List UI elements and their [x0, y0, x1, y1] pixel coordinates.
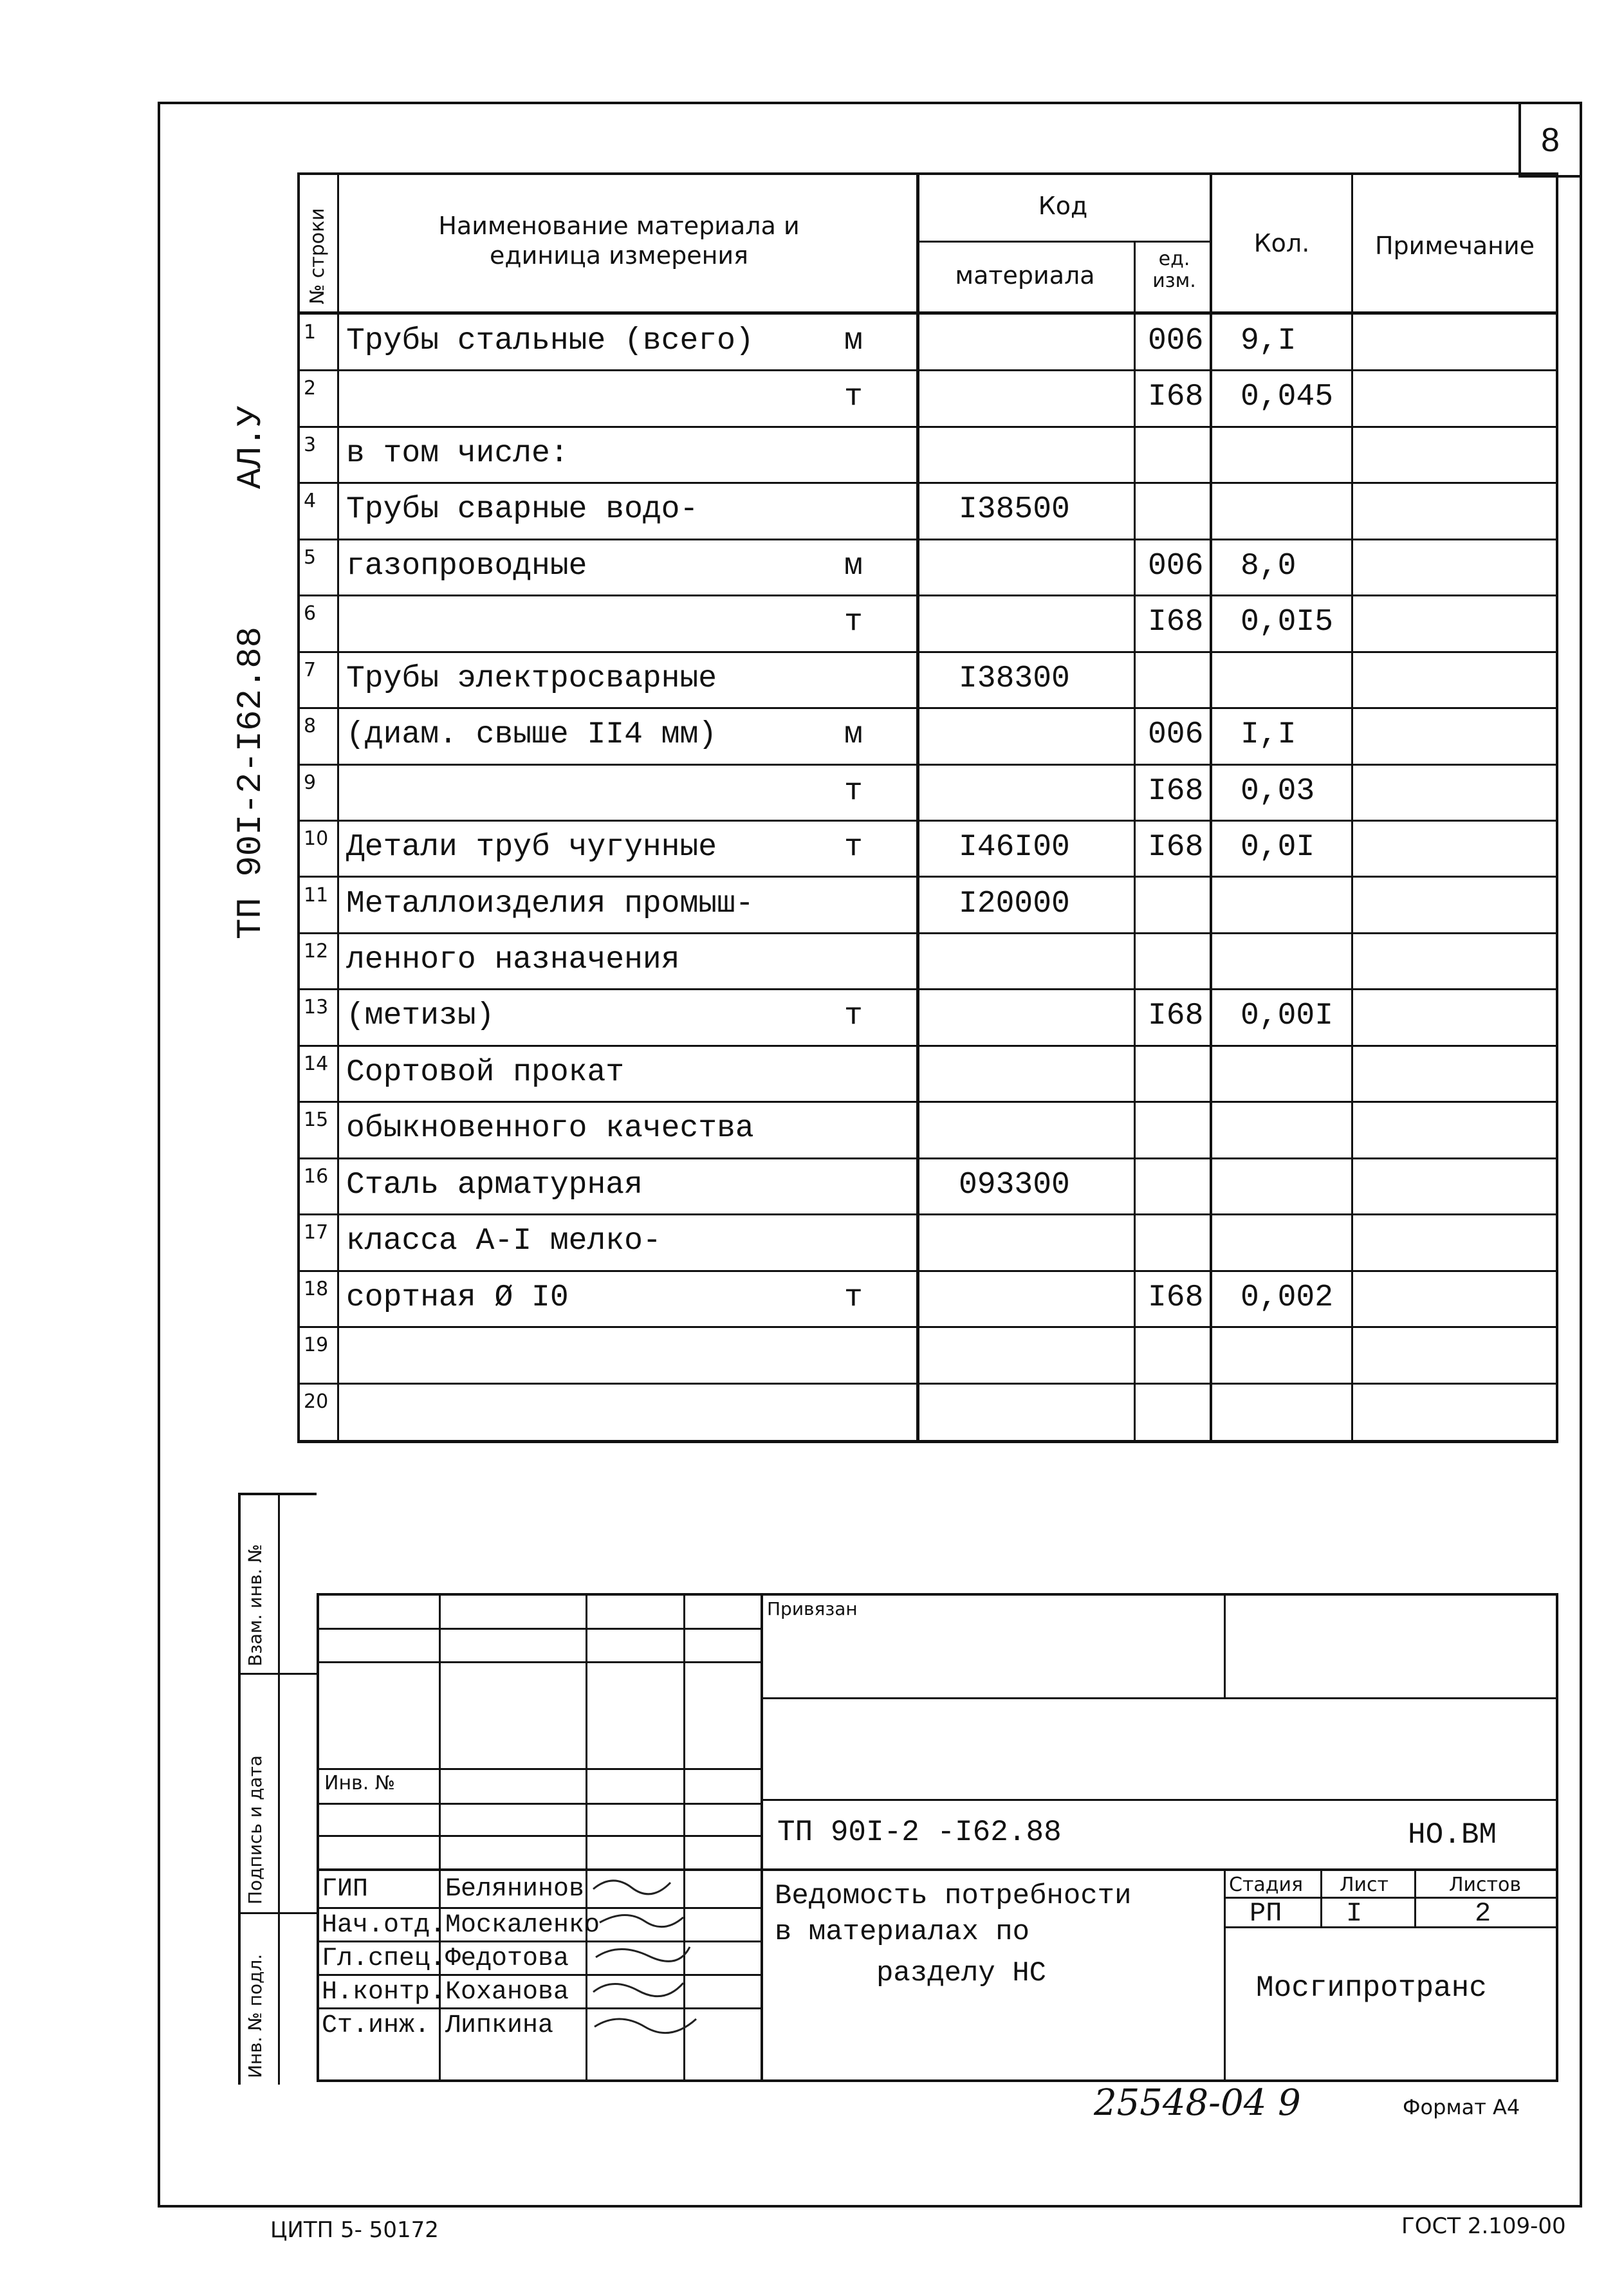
name-2: Федотова [445, 1944, 569, 1973]
unit-code: 006 [1148, 548, 1204, 584]
sheet-value: I [1346, 1898, 1363, 1929]
row-number: 16 [304, 1165, 329, 1188]
doc-title-1: Ведомость потребности [775, 1880, 1132, 1912]
doc-mark: НО.ВМ [1408, 1818, 1497, 1852]
row-number: 4 [304, 490, 317, 513]
row-number: 11 [304, 883, 329, 907]
gost-mark: ГОСТ 2.109-00 [1401, 2213, 1566, 2239]
doc-title-3: разделу НС [876, 1957, 1047, 1989]
table-row [297, 427, 1558, 483]
name-unit: т [844, 773, 863, 809]
table-row [297, 540, 1558, 596]
material-code: 093300 [959, 1167, 1070, 1203]
material-name: в том числе: [346, 436, 569, 471]
material-code: I38500 [959, 492, 1070, 528]
name-unit: м [844, 324, 863, 358]
row-number: 7 [304, 658, 317, 681]
side-album: АЛ.У [232, 405, 271, 489]
row-number: 18 [304, 1277, 329, 1300]
quantity: I,I [1241, 717, 1296, 753]
row-number: 20 [304, 1390, 329, 1413]
quantity: 0,00I [1241, 999, 1334, 1034]
name-1: Москаленко [445, 1911, 600, 1940]
sheets-value: 2 [1475, 1898, 1491, 1929]
title-block [317, 1593, 1558, 2082]
stamp-podpis: Подпись и дата [245, 1755, 266, 1904]
table-row [297, 1271, 1558, 1327]
unit-code: I68 [1148, 773, 1204, 809]
stamp-inv-podl: Инв. № подл. [245, 1953, 266, 2078]
material-name: Сортовой прокат [346, 1055, 625, 1090]
role-4: Ст.инж. [322, 2011, 430, 2040]
name-0: Белянинов [445, 1875, 585, 1904]
role-1: Нач.отд. [322, 1911, 446, 1940]
material-name: Детали труб чугунные [346, 830, 717, 865]
format-label: Формат А4 [1403, 2095, 1520, 2119]
inv-no-label: Инв. № [324, 1772, 396, 1794]
unit-code: I68 [1148, 830, 1204, 865]
material-code: I38300 [959, 661, 1070, 696]
material-name: Трубы стальные (всего) [346, 324, 754, 358]
table-row [297, 1046, 1558, 1102]
material-code: I46I00 [959, 830, 1070, 865]
table-row [297, 1102, 1558, 1158]
row-number: 15 [304, 1109, 329, 1132]
material-name: Трубы сварные водо- [346, 492, 699, 528]
row-number: 12 [304, 939, 329, 963]
name-unit: м [844, 717, 863, 753]
table-row [297, 821, 1558, 877]
table-row [297, 1215, 1558, 1271]
table-row [297, 1384, 1558, 1440]
row-number: 13 [304, 996, 329, 1019]
unit-code: I68 [1148, 380, 1204, 415]
header-name: Наименование материала и единица измерения [438, 212, 800, 270]
row-number: 2 [304, 377, 317, 400]
stage-value: РП [1250, 1898, 1282, 1929]
material-name: обыкновенного качества [346, 1111, 754, 1147]
left-stamp [238, 1493, 315, 2085]
table-row [297, 315, 1558, 371]
table-row [297, 990, 1558, 1046]
table-row [297, 878, 1558, 934]
organization: Мосгипротранс [1256, 1971, 1487, 2005]
name-3: Коханова [445, 1978, 569, 2007]
header-qty: Кол. [1253, 229, 1310, 257]
row-number: 10 [304, 827, 329, 851]
table-row [297, 1159, 1558, 1215]
row-number: 6 [304, 602, 317, 625]
header-code: Код [1038, 192, 1088, 220]
unit-code: 006 [1148, 717, 1204, 753]
table-row [297, 765, 1558, 821]
quantity: 0,045 [1241, 380, 1334, 415]
role-0: ГИП [322, 1875, 369, 1904]
page-number: 8 [1541, 122, 1560, 159]
name-unit: м [844, 548, 863, 584]
table-row [297, 596, 1558, 652]
quantity: 0,0I [1241, 830, 1315, 865]
signature-scribbles [587, 1870, 715, 2063]
quantity: 0,0I5 [1241, 605, 1334, 640]
name-4: Липкина [445, 2011, 554, 2040]
role-3: Н.контр. [322, 1978, 446, 2007]
name-unit: т [844, 830, 863, 865]
unit-code: I68 [1148, 605, 1204, 640]
table-row [297, 934, 1558, 990]
row-number: 5 [304, 546, 317, 569]
material-name: Металлоизделия промыш- [346, 886, 754, 921]
row-number: 3 [304, 433, 317, 456]
material-name: (диам. свыше II4 мм) [346, 717, 717, 753]
material-code: I20000 [959, 886, 1070, 921]
table-row [297, 371, 1558, 427]
print-mark: ЦИТП 5- 50172 [270, 2217, 439, 2243]
side-code: ТП 90I-2-I62.88 [232, 626, 271, 939]
material-name: ленного назначения [346, 942, 680, 977]
material-name: газопроводные [346, 548, 587, 584]
sheets-label: Листов [1449, 1874, 1522, 1896]
unit-code: 006 [1148, 324, 1204, 358]
handwritten-number: 25548-04 9 [1094, 2082, 1301, 2124]
quantity: 0,03 [1241, 773, 1315, 809]
table-row [297, 652, 1558, 708]
stamp-vzam: Взам. инв. № [245, 1544, 266, 1666]
doc-title-2: в материалах по [775, 1916, 1030, 1948]
header-row-no: № строки [306, 208, 329, 304]
unit-code: I68 [1148, 1280, 1204, 1315]
name-unit: т [844, 380, 863, 415]
row-number: 14 [304, 1052, 329, 1075]
material-name: класса А-I мелко- [346, 1224, 661, 1259]
quantity: 8,0 [1241, 548, 1296, 584]
row-number: 1 [304, 321, 317, 344]
role-2: Гл.спец. [322, 1944, 446, 1973]
table-row [297, 708, 1558, 764]
stage-label: Стадия [1229, 1874, 1304, 1896]
table-row [297, 1327, 1558, 1383]
quantity: 9,I [1241, 324, 1296, 358]
name-unit: т [844, 1280, 863, 1315]
row-number: 9 [304, 771, 317, 794]
doc-code: ТП 90I-2 -I62.88 [777, 1816, 1062, 1849]
header-material: материала [955, 261, 1095, 290]
header-unit: ед. изм. [1152, 248, 1196, 292]
unit-code: I68 [1148, 999, 1204, 1034]
name-unit: т [844, 605, 863, 640]
row-number: 17 [304, 1221, 329, 1244]
material-name: (метизы) [346, 999, 495, 1034]
header-note: Примечание [1374, 232, 1535, 260]
row-number: 8 [304, 715, 317, 738]
name-unit: т [844, 999, 863, 1034]
material-name: Сталь арматурная [346, 1167, 643, 1203]
row-number: 19 [304, 1334, 329, 1357]
privyazan-label: Привязан [767, 1598, 858, 1619]
material-name: Трубы электросварные [346, 661, 717, 696]
table-row [297, 483, 1558, 539]
material-table [297, 172, 1558, 1446]
quantity: 0,002 [1241, 1280, 1334, 1315]
material-name: сортная Ø I0 [346, 1280, 569, 1315]
sheet-label: Лист [1340, 1874, 1389, 1896]
